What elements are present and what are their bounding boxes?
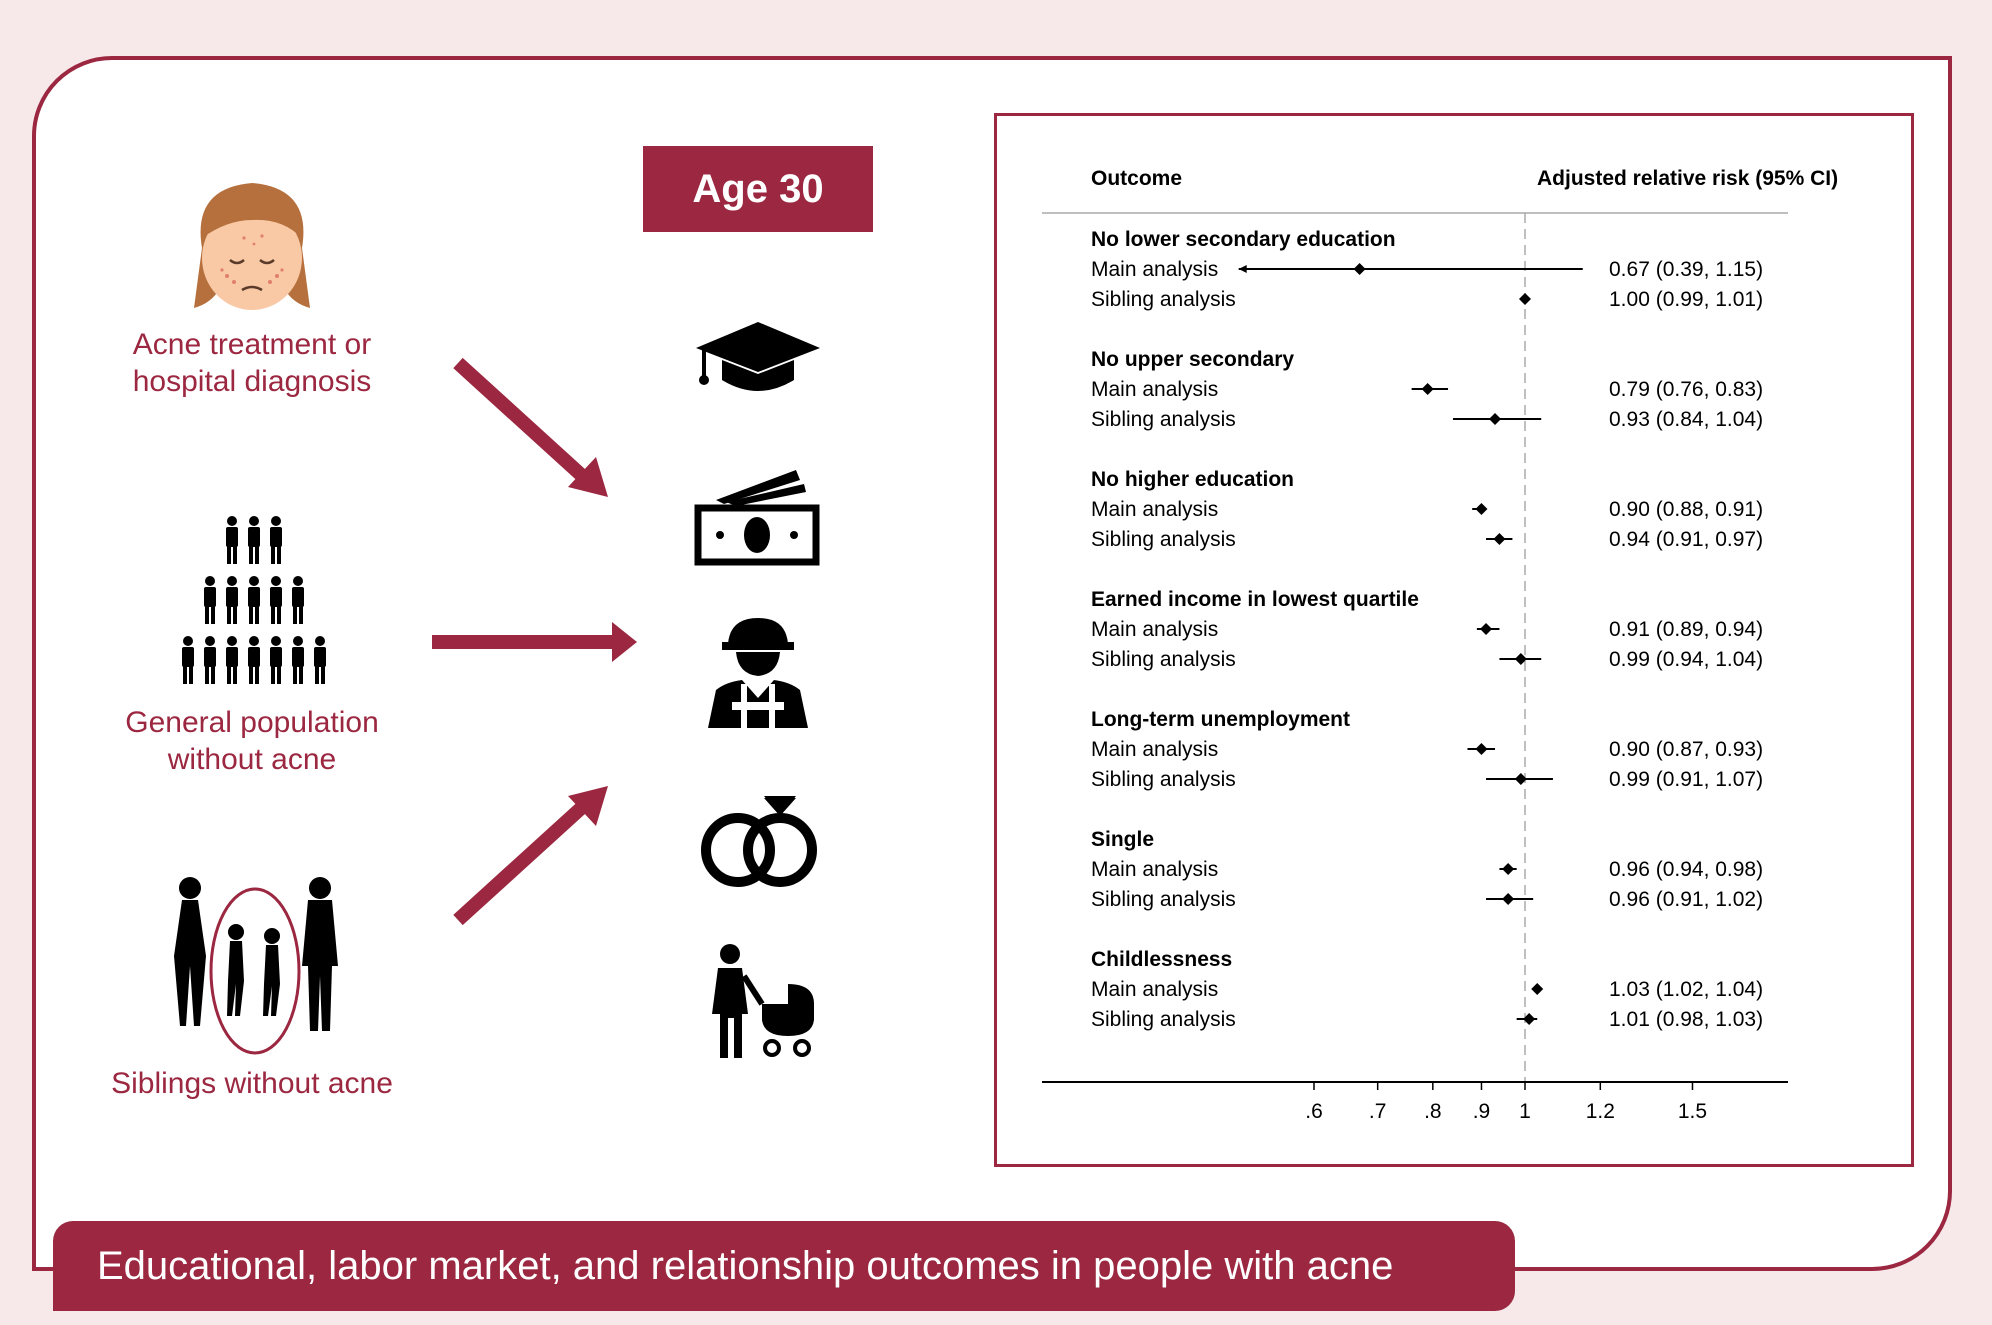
money-icon <box>696 470 820 564</box>
rr-value: 0.93 (0.84, 1.04) <box>1609 408 1764 431</box>
rr-value: 0.96 (0.91, 1.02) <box>1609 888 1764 911</box>
wedding-rings-icon <box>696 792 820 892</box>
outcome-label: No higher education <box>1091 468 1295 491</box>
outcome-label: Single <box>1091 828 1155 851</box>
point-estimate <box>1493 533 1505 545</box>
arrow-from-general <box>432 620 642 664</box>
arrow-from-siblings <box>450 778 625 928</box>
x-tick-label: .8 <box>1424 1100 1442 1123</box>
point-estimate <box>1354 263 1366 275</box>
x-tick-label: .9 <box>1472 1100 1491 1123</box>
point-estimate <box>1531 983 1543 995</box>
row-label: Main analysis <box>1091 858 1219 881</box>
point-estimate <box>1502 863 1514 875</box>
rr-value: 1.00 (0.99, 1.01) <box>1609 288 1764 311</box>
header-outcome: Outcome <box>1091 167 1183 190</box>
rr-value: 0.96 (0.94, 0.98) <box>1609 858 1764 881</box>
rr-value: 0.90 (0.87, 0.93) <box>1609 738 1764 761</box>
x-tick-label: .6 <box>1305 1100 1323 1123</box>
age-label: Age 30 <box>643 146 873 232</box>
row-label: Main analysis <box>1091 978 1219 1001</box>
header-rr: Adjusted relative risk (95% CI) <box>1537 167 1839 190</box>
point-estimate <box>1502 893 1514 905</box>
row-label: Main analysis <box>1091 618 1219 641</box>
row-label: Sibling analysis <box>1091 408 1236 431</box>
outcome-label: No upper secondary <box>1091 348 1295 371</box>
rr-value: 0.90 (0.88, 0.91) <box>1609 498 1764 521</box>
rr-value: 0.91 (0.89, 0.94) <box>1609 618 1764 641</box>
parent-with-stroller-icon <box>704 944 816 1058</box>
population-icon <box>178 516 334 692</box>
row-label: Main analysis <box>1091 738 1219 761</box>
point-estimate <box>1475 503 1487 515</box>
forest-plot-panel <box>994 113 1914 1167</box>
rr-value: 1.01 (0.98, 1.03) <box>1609 1008 1764 1031</box>
outcome-label: Earned income in lowest quartile <box>1091 588 1419 611</box>
row-label: Main analysis <box>1091 498 1219 521</box>
banner-title: Educational, labor market, and relationship outcomes in people with acne <box>53 1221 1515 1311</box>
group-label-general: General population without acne <box>125 706 379 776</box>
rr-value: 0.67 (0.39, 1.15) <box>1609 258 1764 281</box>
x-tick-label: 1.2 <box>1585 1100 1615 1123</box>
outcome-label: Childlessness <box>1091 948 1233 971</box>
forest-plot <box>997 116 1911 1164</box>
point-estimate <box>1489 413 1501 425</box>
x-tick-label: 1 <box>1519 1100 1531 1123</box>
x-tick-label: 1.5 <box>1677 1100 1708 1123</box>
construction-worker-icon <box>706 618 810 728</box>
row-label: Sibling analysis <box>1091 1008 1236 1031</box>
row-label: Sibling analysis <box>1091 768 1236 791</box>
row-label: Main analysis <box>1091 258 1219 281</box>
row-label: Main analysis <box>1091 378 1219 401</box>
row-label: Sibling analysis <box>1091 288 1236 311</box>
rr-value: 1.03 (1.02, 1.04) <box>1609 978 1764 1001</box>
outcome-label: No lower secondary education <box>1091 228 1396 251</box>
point-estimate <box>1422 383 1434 395</box>
group-label-siblings: Siblings without acne <box>111 1067 393 1100</box>
point-estimate <box>1475 743 1487 755</box>
point-estimate <box>1519 293 1531 305</box>
rr-value: 0.79 (0.76, 0.83) <box>1609 378 1764 401</box>
family-icon <box>160 876 350 1046</box>
rr-value: 0.94 (0.91, 0.97) <box>1609 528 1764 551</box>
group-label-acne: Acne treatment or hospital diagnosis <box>132 328 372 398</box>
outcome-label: Long-term unemployment <box>1091 708 1351 731</box>
graduation-cap-icon <box>696 322 820 394</box>
girl-with-acne-icon <box>172 178 332 318</box>
point-estimate <box>1480 623 1492 635</box>
rr-value: 0.99 (0.91, 1.07) <box>1609 768 1764 791</box>
row-label: Sibling analysis <box>1091 528 1236 551</box>
row-label: Sibling analysis <box>1091 888 1236 911</box>
arrow-from-acne <box>450 355 625 505</box>
x-tick-label: .7 <box>1368 1100 1387 1123</box>
rr-value: 0.99 (0.94, 1.04) <box>1609 648 1764 671</box>
ci-arrow <box>1239 265 1247 273</box>
row-label: Sibling analysis <box>1091 648 1236 671</box>
